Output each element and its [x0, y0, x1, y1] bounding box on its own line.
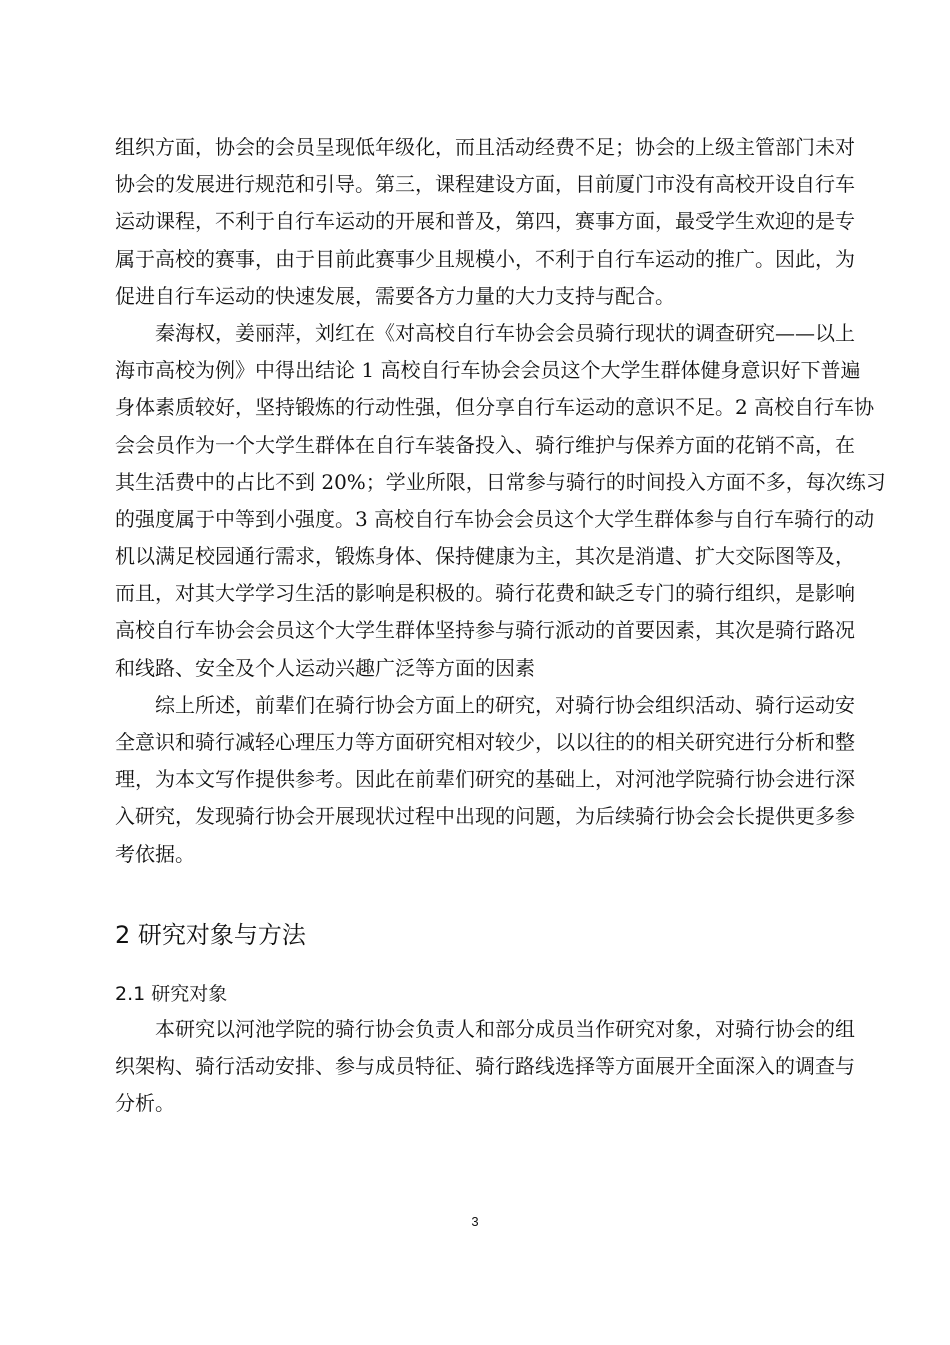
text-line: 机以满足校园通行需求，锻炼身体、保持健康为主，其次是消遣、扩大交际图等及， [115, 544, 855, 569]
text-line: 本研究以河池学院的骑行协会负责人和部分成员当作研究对象，对骑行协会的组 [155, 1017, 855, 1041]
text-line: 高校自行车协会会员这个大学生群体坚持参与骑行派动的首要因素，其次是骑行路况 [115, 618, 855, 643]
paragraph-2 [115, 315, 886, 687]
text-line: 组织方面，协会的会员呈现低年级化，而且活动经费不足；协会的上级主管部门未对 [115, 135, 855, 159]
text-line: 理，为本文写作提供参考。因此在前辈们研究的基础上，对河池学院骑行协会进行深 [115, 767, 855, 792]
text-line: 织架构、骑行活动安排、参与成员特征、骑行路线选择等方面展开全面深入的调查与 [115, 1054, 855, 1079]
text-line: 全意识和骑行减轻心理压力等方面研究相对较少，以以往的的相关研究进行分析和整 [115, 730, 855, 754]
text-line: 促进自行车运动的快速发展，需要各方力量的大力支持与配合。 [115, 283, 675, 308]
text-line: 运动课程，不利于自行车运动的开展和普及，第四，赛事方面，最受学生欢迎的是专 [115, 209, 855, 234]
text-line: 属于高校的赛事，由于目前此赛事少且规模小，不利于自行车运动的推广。因此，为 [115, 246, 855, 271]
text-line: 身体素质较好，坚持锻炼的行动性强，但分享自行车运动的意识不足。2 高校自行车协 [115, 395, 875, 420]
text-line: 而且，对其大学学习生活的影响是积极的。骑行花费和缺乏专门的骑行组织，是影响 [115, 581, 855, 606]
text-line: 入研究，发现骑行协会开展现状过程中出现的问题，为后续骑行协会会长提供更多参 [115, 804, 855, 829]
text-line: 和线路、安全及个人运动兴趣广泛等方面的因素 [115, 655, 535, 680]
text-line: 协会的发展进行规范和引导。第三，课程建设方面，目前厦门市没有高校开设自行车 [115, 172, 855, 197]
text-line: 海市高校为例》中得出结论 1 高校自行车协会会员这个大学生群体健身意识好下普遍 [115, 358, 861, 383]
section-paragraph [115, 1011, 855, 1123]
section-heading: 2 研究对象与方法 [115, 921, 306, 949]
text-line: 的强度属于中等到小强度。3 高校自行车协会会员这个大学生群体参与自行车骑行的动 [115, 506, 875, 531]
text-line: 分析。 [115, 1091, 175, 1116]
text-line: 综上所述，前辈们在骑行协会方面上的研究，对骑行协会组织活动、骑行运动安 [155, 692, 855, 717]
subsection-heading: 2.1 研究对象 [115, 983, 228, 1005]
page-number: 3 [471, 1214, 479, 1229]
paragraph-3 [115, 687, 855, 873]
text-line: 其生活费中的占比不到 20%；学业所限，日常参与骑行的时间投入方面不多，每次练习 [115, 469, 886, 494]
text-line: 考依据。 [115, 841, 195, 866]
paragraph-1 [115, 129, 855, 315]
body-text [115, 129, 886, 873]
text-line: 秦海权，姜丽萍，刘红在《对高校自行车协会会员骑行现状的调查研究——以上 [155, 320, 855, 345]
text-line: 会会员作为一个大学生群体在自行车装备投入、骑行维护与保养方面的花销不高，在 [115, 432, 855, 457]
